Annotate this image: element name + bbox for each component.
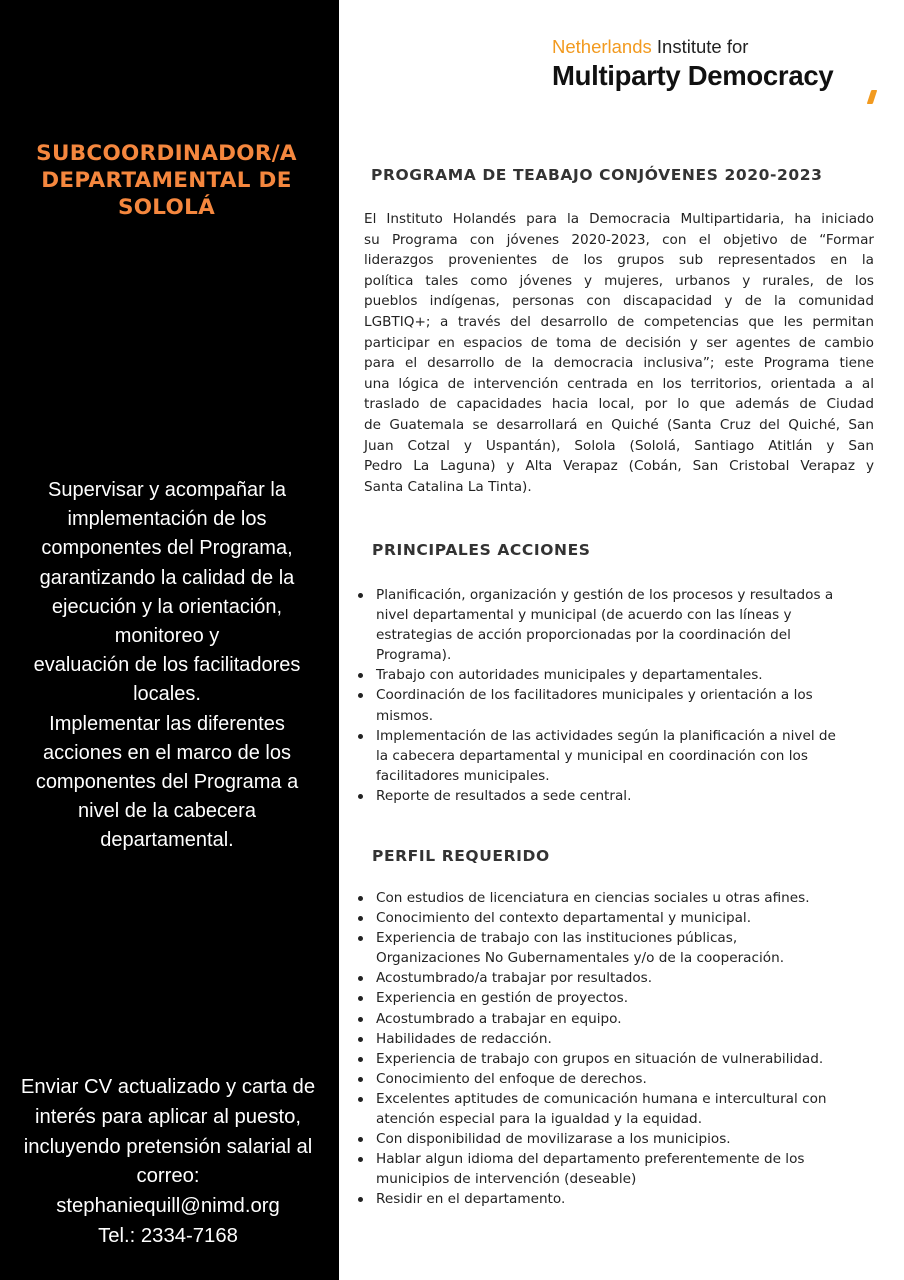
job-title-line: SOLOLÁ bbox=[117, 195, 216, 220]
list-item bbox=[356, 1129, 881, 1149]
bullet-icon bbox=[358, 794, 363, 799]
bullet-icon bbox=[358, 593, 363, 598]
logo-line-1 bbox=[552, 35, 882, 59]
logo-accent-word: Netherlands bbox=[552, 36, 652, 57]
logo-line-1-rest: Institute for bbox=[651, 36, 749, 57]
list-item-line: Coordinación de los facilitadores municipales y orientación a los bbox=[376, 687, 813, 704]
list-item-line: Planificación, organización y gestión de los procesos y resultados a bbox=[376, 587, 834, 603]
contact-info bbox=[0, 1073, 336, 1252]
list-item bbox=[356, 1029, 881, 1049]
contact-email[interactable]: stephaniequill@nimd.org bbox=[56, 1195, 280, 1218]
list-item-line: facilitadores municipales. bbox=[376, 767, 550, 784]
intro-line: su Programa con jóvenes 2020-2023, con el objetivo de “Formar bbox=[364, 231, 874, 248]
intro-line: Juan Cotzal y Uspantán), Solola (Sololá, Santiago Atitlán y San bbox=[364, 437, 874, 454]
list-item-line: Experiencia en gestión de proyectos. bbox=[376, 990, 629, 1007]
intro-line: una lógica de intervención centrada en los territorios, orientada a al bbox=[364, 375, 874, 392]
list-item-line: Con disponibilidad de movilizarase a los municipios. bbox=[376, 1131, 731, 1148]
profile-heading: PERFIL REQUERIDO bbox=[372, 847, 550, 865]
actions-heading: PRINCIPALES ACCIONES bbox=[372, 541, 591, 559]
list-item bbox=[356, 665, 881, 685]
intro-line: El Instituto Holandés para la Democracia Multipartidaria, ha iniciado bbox=[364, 211, 874, 227]
list-item-line: Acostumbrado/a trabajar por resultados. bbox=[376, 970, 653, 987]
logo-wordmark: Multiparty Democracy bbox=[552, 60, 834, 91]
bullet-icon bbox=[358, 996, 363, 1001]
list-item-line: Experiencia de trabajo con grupos en situación de vulnerabilidad. bbox=[376, 1050, 824, 1067]
list-item-line: Organizaciones No Gubernamentales y/o de la cooperación. bbox=[376, 950, 785, 967]
intro-line: pueblos indígenas, personas con discapacidad y de la comunidad bbox=[364, 293, 874, 310]
job-title bbox=[0, 140, 333, 221]
list-item-line: mismos. bbox=[376, 707, 434, 724]
summary-line: evaluación de los facilitadores bbox=[33, 654, 301, 677]
list-item bbox=[356, 1069, 881, 1089]
bullet-icon bbox=[358, 1097, 363, 1102]
summary-line: Implementar las diferentes bbox=[49, 712, 285, 735]
bullet-icon bbox=[358, 1197, 363, 1202]
summary-line: locales. bbox=[133, 683, 201, 706]
bullet-icon bbox=[358, 976, 363, 981]
bullet-icon bbox=[358, 1057, 363, 1062]
list-item-line: nivel departamental y municipal (de acuerdo con las líneas y bbox=[376, 607, 792, 624]
list-item-line: Experiencia de trabajo con las instituciones públicas, bbox=[376, 930, 738, 947]
list-item bbox=[356, 988, 881, 1008]
summary-line: garantizando la calidad de la bbox=[39, 566, 295, 589]
logo-accent-mark-icon bbox=[867, 90, 878, 104]
bullet-icon bbox=[358, 693, 363, 698]
intro-line: para el desarrollo de la democracia inclusiva”; este Programa tiene bbox=[364, 355, 874, 372]
list-item-line: Implementación de las actividades según la planificación a nivel de bbox=[376, 727, 836, 744]
list-item-line: Habilidades de redacción. bbox=[376, 1030, 552, 1047]
list-item-line: Acostumbrado a trabajar en equipo. bbox=[376, 1010, 622, 1027]
bullet-icon bbox=[358, 1017, 363, 1022]
contact-line: interés para aplicar al puesto, bbox=[34, 1105, 302, 1128]
profile-list bbox=[356, 888, 881, 1210]
summary-line: ejecución y la orientación, bbox=[51, 595, 283, 618]
list-item bbox=[356, 685, 881, 725]
list-item bbox=[356, 928, 881, 968]
intro-line: liderazgos provenientes de los grupos sub representados en la bbox=[364, 252, 874, 269]
list-item bbox=[356, 786, 881, 806]
program-heading: PROGRAMA DE TEABAJO CONJÓVENES 2020-2023 bbox=[371, 166, 823, 184]
list-item bbox=[356, 908, 881, 928]
bullet-icon bbox=[358, 896, 363, 901]
summary-line: departamental. bbox=[100, 829, 234, 852]
list-item bbox=[356, 585, 881, 665]
intro-line: de Guatemala se desarrollará en Quiché (Santa Cruz del Quiché, San bbox=[364, 416, 874, 433]
list-item-line: Trabajo con autoridades municipales y departamentales. bbox=[376, 667, 763, 684]
bullet-icon bbox=[358, 916, 363, 921]
intro-line: participar en espacios de toma de decisión y ser agentes de cambio bbox=[364, 334, 874, 351]
bullet-icon bbox=[358, 936, 363, 941]
list-item-line: Hablar algun idioma del departamento preferentemente de los bbox=[376, 1151, 805, 1168]
list-item-line: Residir en el departamento. bbox=[376, 1191, 566, 1208]
bullet-icon bbox=[358, 1137, 363, 1142]
job-title-line: DEPARTAMENTAL DE bbox=[41, 168, 292, 193]
contact-line: correo: bbox=[136, 1165, 200, 1188]
logo-line-2 bbox=[552, 59, 882, 93]
list-item bbox=[356, 726, 881, 786]
job-title-line: SUBCOORDINADOR/A bbox=[36, 141, 297, 166]
intro-line: política tales como jóvenes y mujeres, urbanos y rurales, de los bbox=[364, 272, 874, 289]
intro-line: Pedro La Laguna) y Alta Verapaz (Cobán, San Cristobal Verapaz y bbox=[364, 458, 874, 475]
list-item-line: estrategias de acción proporcionadas por la coordinación del bbox=[376, 627, 791, 644]
list-item-line: Reporte de resultados a sede central. bbox=[376, 787, 632, 804]
summary-line: nivel de la cabecera bbox=[78, 800, 256, 823]
list-item bbox=[356, 1009, 881, 1029]
contact-phone: Tel.: 2334-7168 bbox=[98, 1224, 238, 1247]
summary-line: componentes del Programa, bbox=[41, 537, 293, 560]
intro-line: LGBTIQ+; a través del desarrollo de competencias que les permitan bbox=[364, 313, 874, 330]
list-item bbox=[356, 1089, 881, 1129]
summary-line: Supervisar y acompañar la bbox=[48, 479, 286, 501]
bullet-icon bbox=[358, 1157, 363, 1162]
contact-line: Enviar CV actualizado y carta de bbox=[20, 1076, 316, 1098]
list-item-line: Conocimiento del contexto departamental y municipal. bbox=[376, 910, 752, 927]
list-item-line: municipios de intervención (deseable) bbox=[376, 1171, 637, 1188]
intro-line: Santa Catalina La Tinta). bbox=[364, 478, 532, 495]
list-item bbox=[356, 1189, 881, 1209]
list-item bbox=[356, 888, 881, 908]
bullet-icon bbox=[358, 1077, 363, 1082]
bullet-icon bbox=[358, 1037, 363, 1042]
list-item-line: atención especial para la igualdad y la equidad. bbox=[376, 1111, 703, 1128]
list-item bbox=[356, 1149, 881, 1189]
role-summary bbox=[6, 476, 328, 856]
nimd-logo bbox=[552, 35, 882, 93]
bullet-icon bbox=[358, 734, 363, 739]
program-intro bbox=[364, 209, 874, 497]
list-item-line: Excelentes aptitudes de comunicación humana e intercultural con bbox=[376, 1090, 827, 1107]
actions-list bbox=[356, 585, 881, 806]
list-item-line: Conocimiento del enfoque de derechos. bbox=[376, 1070, 647, 1087]
summary-line: acciones en el marco de los bbox=[43, 741, 291, 764]
summary-line: monitoreo y bbox=[114, 625, 220, 648]
summary-line: implementación de los bbox=[67, 508, 267, 531]
sidebar-panel bbox=[0, 0, 339, 1280]
summary-line: componentes del Programa a bbox=[35, 771, 299, 794]
intro-line: traslado de capacidades hacia local, por lo que además de Ciudad bbox=[364, 396, 874, 413]
list-item bbox=[356, 1049, 881, 1069]
list-item-line: la cabecera departamental y municipal en coordinación con los bbox=[376, 747, 808, 764]
bullet-icon bbox=[358, 673, 363, 678]
contact-line: incluyendo pretensión salarial al bbox=[23, 1135, 313, 1158]
list-item bbox=[356, 968, 881, 988]
list-item-line: Con estudios de licenciatura en ciencias sociales u otras afines. bbox=[376, 890, 810, 906]
list-item-line: Programa). bbox=[376, 647, 452, 664]
